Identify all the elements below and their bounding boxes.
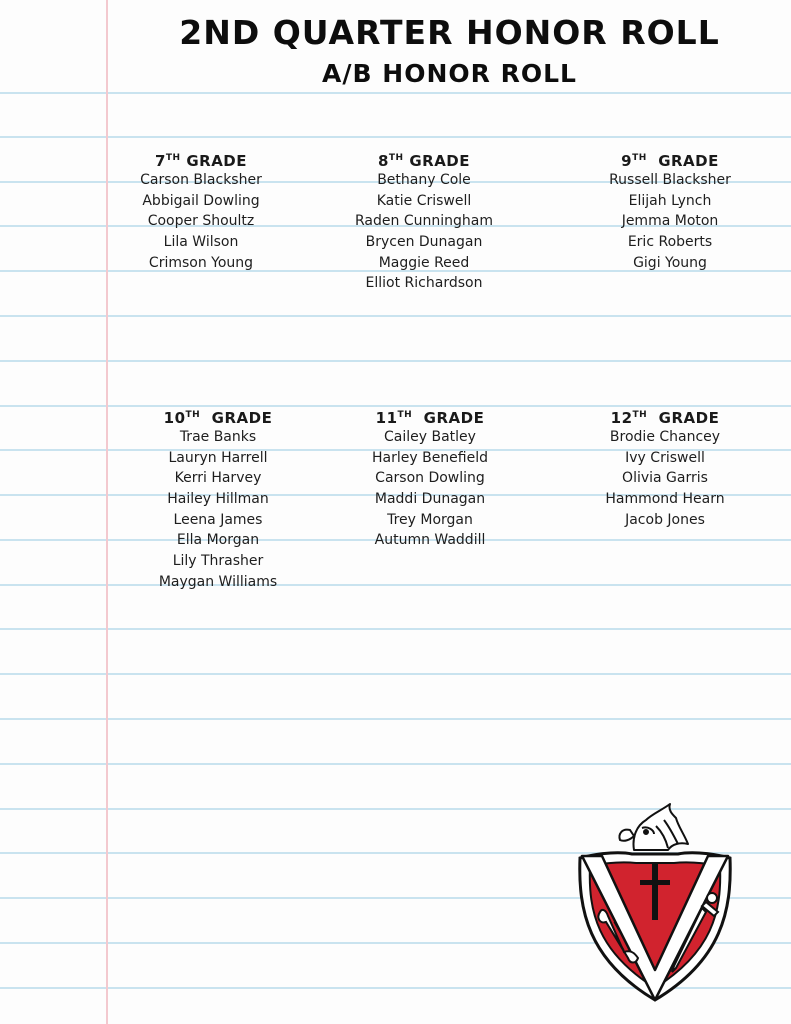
student-name: Lauryn Harrell [168, 449, 268, 466]
student-name: Trae Banks [179, 429, 257, 445]
student-name: Harley Benefield [371, 449, 488, 466]
student-list [565, 427, 765, 530]
student-name: Elliot Richardson [365, 275, 483, 292]
student-name: Elijah Lynch [628, 192, 712, 209]
grade-section-8 [324, 152, 524, 294]
student-name: Kerri Harvey [174, 470, 262, 487]
grade-heading [330, 409, 530, 427]
student-list [330, 427, 530, 551]
ruled-line [0, 92, 791, 94]
student-name: Lila Wilson [163, 234, 239, 251]
ruled-line [0, 360, 791, 362]
grade-word: GRADE [658, 152, 719, 170]
ruled-line [0, 315, 791, 317]
grade-word: GRADE [211, 409, 273, 427]
grade-heading [565, 409, 765, 427]
student-name: Gigi Young [633, 254, 707, 271]
student-name: Maggie Reed [378, 254, 470, 271]
grade-heading [118, 409, 318, 427]
ruled-line [0, 628, 791, 630]
ruled-line [0, 763, 791, 765]
grade-suffix: TH [185, 410, 201, 420]
student-name: Trey Morgan [387, 511, 473, 528]
student-name: Maddi Dunagan [374, 491, 486, 508]
grade-suffix: TH [632, 153, 647, 163]
student-list [118, 427, 318, 593]
grade-section-7 [101, 152, 301, 273]
grade-number: 8 [377, 152, 389, 170]
student-name: Eric Roberts [627, 234, 713, 251]
student-name: Lily Thrasher [172, 553, 264, 570]
grade-number: 12 [610, 409, 633, 427]
student-name: Jemma Moton [621, 213, 719, 230]
student-list [101, 170, 301, 273]
grade-section-11 [330, 409, 530, 551]
grade-number: 10 [163, 409, 186, 427]
grade-number: 11 [375, 409, 398, 427]
student-name: Jacob Jones [625, 511, 705, 528]
student-name: Autumn Waddill [374, 532, 486, 549]
student-name: Cooper Shoultz [147, 213, 255, 230]
grade-word: GRADE [423, 409, 485, 427]
student-name: Bethany Cole [377, 172, 471, 188]
grade-suffix: TH [388, 153, 404, 163]
grade-heading [570, 152, 770, 170]
grade-word: GRADE [409, 152, 470, 170]
grade-heading [324, 152, 524, 170]
student-name: Hammond Hearn [605, 491, 725, 508]
ruled-line [0, 718, 791, 720]
student-name: Abbigail Dowling [142, 192, 260, 209]
student-name: Katie Criswell [376, 192, 472, 209]
student-name: Maygan Williams [158, 573, 278, 590]
ruled-line [0, 136, 791, 138]
student-name: Brodie Chancey [609, 429, 721, 445]
grade-section-10 [118, 409, 318, 593]
student-name: Russell Blacksher [609, 172, 731, 188]
grade-section-12 [565, 409, 765, 530]
student-name: Carson Dowling [375, 470, 485, 487]
student-name: Cailey Batley [384, 429, 476, 445]
grade-suffix: TH [397, 410, 413, 420]
grade-suffix: TH [165, 153, 181, 163]
grade-section-9 [570, 152, 770, 273]
student-name: Leena James [173, 511, 263, 528]
student-name: Crimson Young [148, 254, 254, 271]
student-name: Hailey Hillman [167, 491, 269, 508]
grade-number: 9 [621, 152, 633, 170]
eagle-head-icon [619, 804, 688, 850]
student-list [570, 170, 770, 273]
grade-word: GRADE [658, 409, 720, 427]
page-title: 2ND QUARTER HONOR ROLL [179, 13, 720, 52]
student-name: Ivy Criswell [625, 449, 705, 466]
student-name: Ella Morgan [176, 532, 260, 549]
ruled-line [0, 405, 791, 407]
student-name: Carson Blacksher [140, 172, 262, 188]
eagle-shield-cross-crest-icon [572, 800, 738, 1005]
grade-suffix: TH [632, 410, 648, 420]
grade-word: GRADE [186, 152, 247, 170]
grade-heading [101, 152, 301, 170]
student-list [324, 170, 524, 294]
student-name: Raden Cunningham [355, 213, 493, 230]
student-name: Brycen Dunagan [365, 234, 483, 251]
page-subtitle: A/B HONOR ROLL [322, 59, 577, 88]
ruled-line [0, 673, 791, 675]
student-name: Olivia Garris [622, 470, 708, 487]
grade-number: 7 [154, 152, 166, 170]
